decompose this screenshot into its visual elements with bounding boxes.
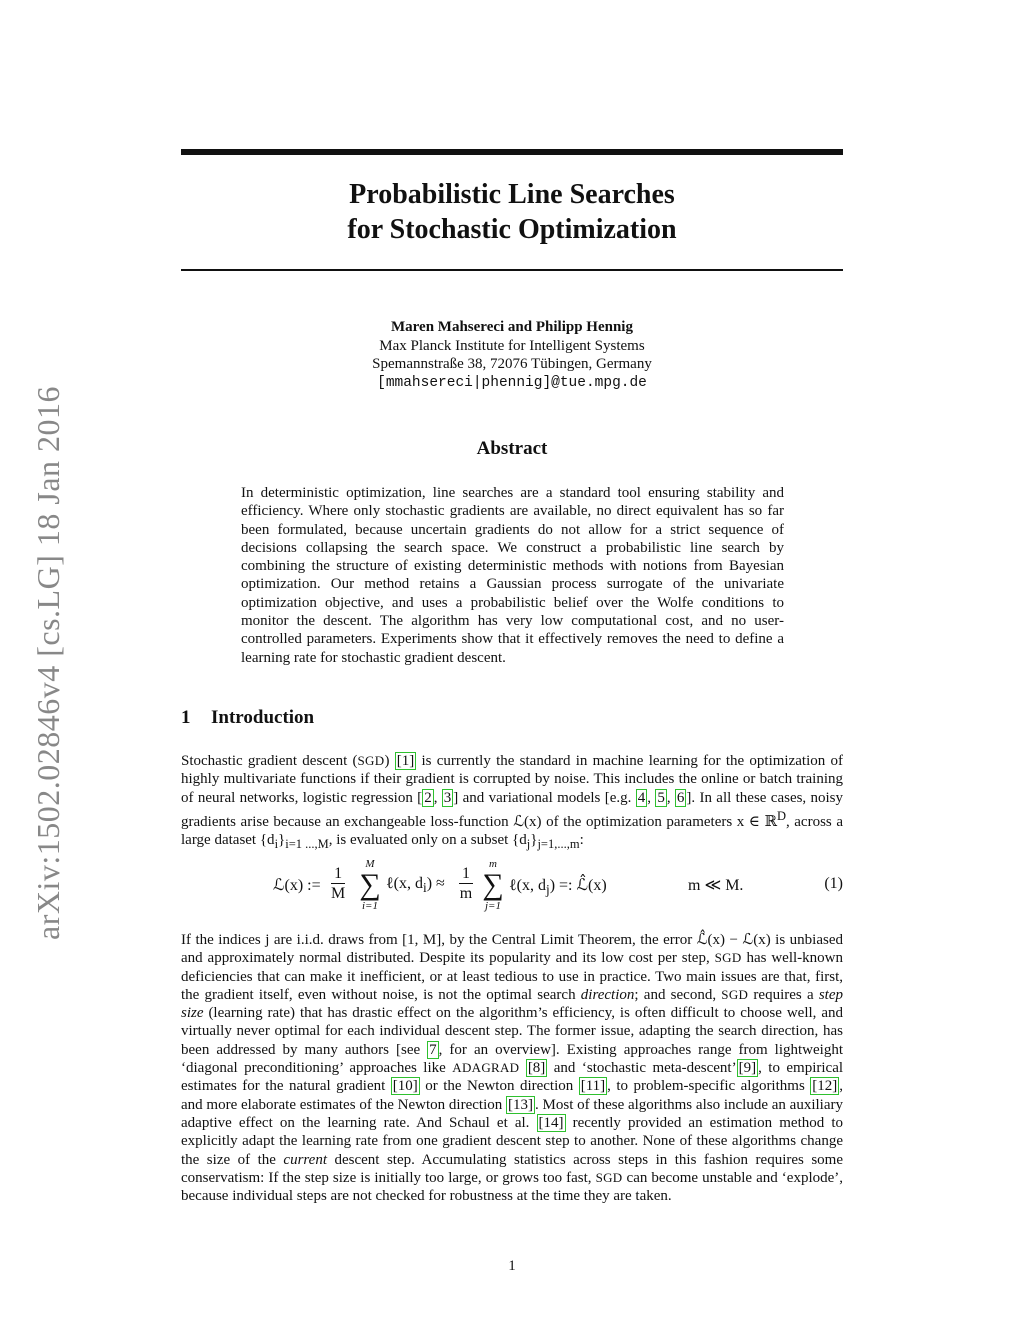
title-bottom-rule	[181, 269, 843, 271]
author-affiliation: Max Planck Institute for Intelligent Systems	[379, 337, 645, 354]
section-number: 1	[181, 707, 191, 728]
citation-link[interactable]: [10]	[392, 1078, 418, 1095]
citation-link[interactable]: 5	[657, 789, 665, 806]
equation-1	[181, 858, 843, 916]
sgd-abbrev: SGD	[595, 1169, 623, 1185]
author-names: Maren Mahsereci and Philipp Hennig	[391, 319, 633, 335]
citation-link[interactable]: [1]	[396, 753, 415, 769]
citation-link[interactable]: 2	[424, 789, 432, 806]
title-top-rule	[181, 149, 843, 155]
section-heading-introduction	[181, 707, 314, 729]
equation-term: ℓ(x, $d_i$) ≈	[386, 875, 445, 896]
equation-sum: M ∑ i=1	[359, 858, 381, 912]
sgd-abbrev: SGD	[721, 986, 749, 1002]
citation-link[interactable]: [8]	[527, 1060, 546, 1077]
citation-link[interactable]: [12]	[812, 1078, 838, 1095]
intro-paragraph-2: If the indices j are i.i.d. draws from [1, M], by the Central Limit Theorem, the error ℒ̂(x) − ℒ(x) is unbiased and approximately normal distributed. Despite its popularity and its low cost per step, SGD has well-known deficiencies that can make it inefficient, or at least tedious to use in practice. Two main issues are that, first, the gradient itself, even without noise, is not the optimal search direction; and second, SGD requires a step size (learning rate) that has drastic effect on the algorithm’s efficiency, is often difficult to choose well, and virtually never optimal for each individual descent step. The former issue, adapting the search direction, has been addressed by many authors [see 7 , for an overview]. Existing approaches range from lightweight ‘diagonal preconditioning’ approaches like ADAGRAD [8] and ‘stochastic meta-descent’ [9] , to empirical estimates for the natural gradient [10] or the Newton direction [11] , to problem-specific algorithms [12] , and more elaborate estimates of the Newton direction [13] . Most of these algorithms also include an auxiliary adaptive effect on the learning rate. And Schaul et al. [14] recently provided an estimation method to explicitly adapt the learning rate from one gradient descent step to another. None of these algorithms change the size of the current descent step. Accumulating statistics across steps in this fashion requires some conservatism: If the step size is initially too large, or grows too fast, SGD can become unstable and ‘explode’, because individual steps are not checked for robustness at the time they are taken.	[181, 932, 844, 1205]
page-number: 1	[508, 1258, 516, 1274]
equation-fraction: $\frac{1}{m}$	[459, 865, 473, 902]
title-line-2: for Stochastic Optimization	[347, 214, 677, 245]
adagrad-abbrev: ADAGRAD	[452, 1060, 520, 1076]
citation-link[interactable]: [14]	[538, 1114, 564, 1131]
citation-link[interactable]: 4	[637, 789, 646, 806]
abstract-heading: Abstract	[476, 438, 548, 459]
abstract-text: In deterministic optimization, line searches are a standard tool ensuring stability and efficiency. Where only stochastic gradients are available, no direct equivalent has so far been formulated, because uncertain gradients do not allow for a strict sequence of decisions collapsing the search space. We construct a probabilistic line search by combining the structure of existing deterministic methods with notions from Bayesian optimization. Our method retains a Gaussian process surrogate of the univariate optimization objective, and uses a probabilistic belief over the Wolfe conditions to monitor the descent. The algorithm has very low computational cost, and no user-controlled parameters. Experiments show that it effectively removes the need to define a learning rate for stochastic gradient descent.	[241, 485, 784, 666]
title-line-1: Probabilistic Line Searches	[349, 179, 675, 210]
equation-sum: m ∑ j=1	[482, 858, 504, 912]
citation-link[interactable]: 6	[676, 789, 685, 806]
arxiv-identifier: arXiv:1502.02846v4 [cs.LG] 18 Jan 2016	[30, 385, 66, 940]
equation-fraction: $\frac{1}{M}$	[331, 865, 346, 902]
sgd-abbrev: SGD	[714, 950, 742, 966]
citation-link[interactable]: [13]	[508, 1096, 534, 1113]
intro-paragraph-1: Stochastic gradient descent (SGD) [1] is currently the standard in machine learning for the optimization of highly multivariate functions if their gradient is corrupted by noise. This includes the online or batch training of neural networks, logistic regression [ 2 , 3 ] and variational models [e.g. 4 , 5 , 6 ]. In all these cases, noisy gradients arise because an exchangeable loss-function ℒ(x) of the optimization parameters x ∈ ℝ$^D$, across a large dataset $\{d_i\}_{i=1 ...,M}$, is evaluated only on a subset $\{d_j\}_{j=1,...,m}$:	[181, 753, 844, 852]
citation-link[interactable]: [9]	[738, 1060, 757, 1077]
sgd-abbrev: SGD	[357, 753, 385, 768]
section-title: Introduction	[211, 707, 315, 728]
equation-number: (1)	[824, 875, 843, 892]
author-block	[181, 318, 843, 392]
equation-term: ℓ(x, $d_j$) =: ℒ̂(x)	[509, 877, 607, 898]
equation-lhs: ℒ(x) :=	[273, 877, 321, 894]
citation-link[interactable]: 3	[443, 789, 452, 806]
paper-title	[181, 177, 843, 247]
equation-condition: m ≪ M.	[688, 877, 744, 894]
author-address: Spemannstraße 38, 72076 Tübingen, Germany	[372, 356, 652, 372]
citation-link[interactable]: 7	[429, 1041, 437, 1058]
author-email[interactable]: [mmahsereci|phennig]@tue.mpg.de	[377, 374, 647, 391]
citation-link[interactable]: [11]	[580, 1078, 606, 1095]
